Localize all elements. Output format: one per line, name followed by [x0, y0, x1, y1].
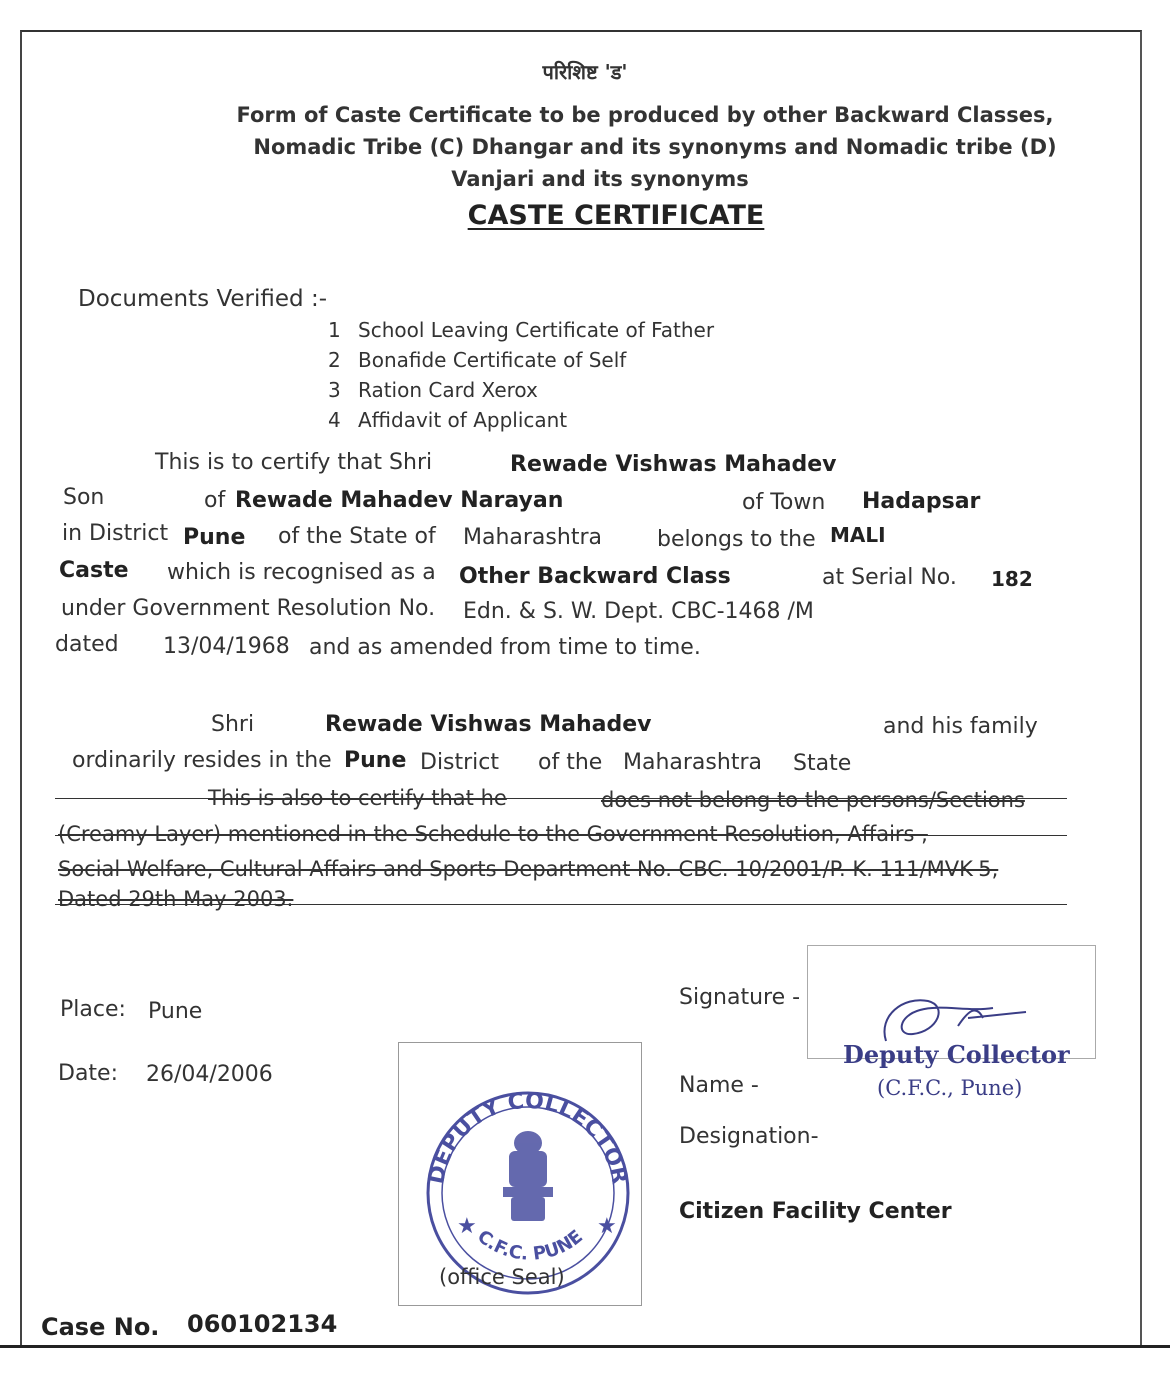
officer-office: (C.F.C., Pune): [877, 1076, 1023, 1100]
dated-label: dated: [55, 632, 119, 657]
of-the-label: of the: [538, 750, 603, 775]
svg-text:C.F.C. PUNE: [473, 1226, 587, 1265]
resolution-number: Edn. & S. W. Dept. CBC-1468 /M: [463, 599, 814, 624]
recognised-label: which is recognised as a: [167, 560, 436, 585]
family-text: and his family: [883, 714, 1038, 739]
belongs-label: belongs to the: [657, 527, 816, 552]
of-label: of: [204, 488, 226, 513]
bottom-divider: [0, 1345, 1170, 1348]
residence-district: Pune: [344, 748, 407, 773]
form-title-line3: Vanjari and its synonyms: [451, 167, 749, 191]
emblem-icon: [503, 1131, 553, 1221]
creamy-line2: (Creamy Layer) mentioned in the Schedule to the Government Resolution, Affairs ,: [58, 822, 928, 846]
resolution-date: 13/04/1968: [163, 634, 290, 659]
doc-item: Ration Card Xerox: [358, 378, 538, 402]
officer-title: Deputy Collector: [843, 1040, 1070, 1069]
doc-num: 4: [328, 408, 341, 432]
applicant-name: Rewade Vishwas Mahadev: [510, 452, 837, 477]
residence-state: Maharashtra: [623, 750, 762, 775]
date-label: Date:: [58, 1061, 118, 1086]
doc-item: Affidavit of Applicant: [358, 408, 568, 432]
state-word: State: [793, 751, 852, 776]
doc-num: 3: [328, 378, 341, 402]
caste-name: MALI: [830, 523, 886, 547]
certify-intro: This is to certify that Shri: [155, 450, 433, 475]
serial-label: at Serial No.: [822, 565, 957, 590]
town-name: Hadapsar: [862, 489, 981, 514]
seal-bottom-text: C.F.C. PUNE: [473, 1225, 587, 1265]
shri-label: Shri: [211, 712, 255, 737]
annexure-label: परिशिष्ट 'ड': [542, 60, 628, 84]
resident-name: Rewade Vishwas Mahadev: [325, 712, 652, 737]
district-word: District: [420, 750, 500, 775]
star-icon: ★: [597, 1214, 617, 1239]
district-name: Pune: [183, 525, 246, 550]
doc-item: Bonafide Certificate of Self: [358, 348, 627, 372]
of-town-label: of Town: [742, 490, 826, 515]
creamy-line3: Social Welfare, Cultural Affairs and Sports Department No. CBC. 10/2001/P. K. 111/MVK-5,: [58, 857, 999, 881]
serial-number: 182: [991, 567, 1033, 591]
doc-num: 1: [328, 318, 341, 342]
creamy-line1a: This is also to certify that he: [208, 786, 507, 810]
state-name: Maharashtra: [463, 525, 602, 550]
page-title: CASTE CERTIFICATE: [467, 200, 765, 231]
father-name: Rewade Mahadev Narayan: [235, 488, 564, 513]
place-value: Pune: [148, 999, 203, 1024]
documents-label: Documents Verified :-: [78, 286, 327, 312]
doc-num: 2: [328, 348, 341, 372]
form-title-line1: Form of Caste Certificate to be produced by other Backward Classes,: [236, 103, 1054, 127]
creamy-line4: Dated 29th May 2003.: [58, 887, 294, 911]
case-number: 060102134: [187, 1310, 338, 1338]
case-label: Case No.: [41, 1313, 160, 1341]
form-title-line2: Nomadic Tribe (C) Dhangar and its synonyms and Nomadic tribe (D): [253, 135, 1057, 159]
son-label: Son: [63, 485, 105, 510]
creamy-line1b: does not belong to the persons/Sections: [601, 788, 1025, 812]
caste-label: Caste: [59, 558, 129, 583]
resides-text: ordinarily resides in the: [72, 748, 332, 773]
signature-label: Signature -: [679, 985, 801, 1010]
place-label: Place:: [60, 997, 126, 1022]
date-value: 26/04/2006: [146, 1062, 273, 1087]
amended-text: and as amended from time to time.: [309, 635, 701, 660]
star-icon: ★: [457, 1214, 477, 1239]
state-of-label: of the State of: [278, 524, 436, 549]
office-name: Citizen Facility Center: [679, 1199, 952, 1224]
seal-top-text: DEPUTY COLLECTOR: [424, 1088, 632, 1187]
resolution-label: under Government Resolution No.: [61, 596, 436, 621]
category-name: Other Backward Class: [459, 564, 731, 589]
seal-box: [398, 1042, 642, 1306]
doc-item: School Leaving Certificate of Father: [358, 318, 715, 342]
seal-label: (office Seal): [439, 1265, 565, 1289]
name-label: Name -: [679, 1073, 759, 1098]
district-label: in District: [62, 521, 169, 546]
designation-label: Designation-: [679, 1124, 819, 1149]
